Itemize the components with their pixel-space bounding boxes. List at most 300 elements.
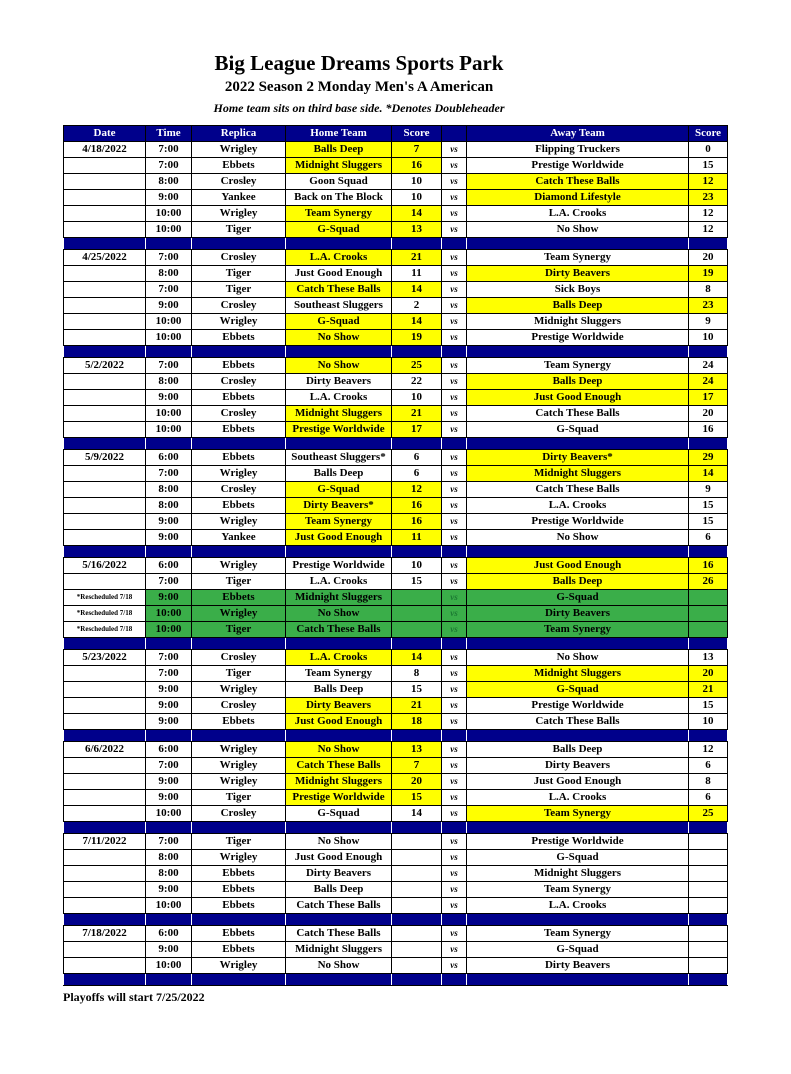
- separator-cell: [392, 913, 442, 925]
- separator-cell: [442, 637, 467, 649]
- time-cell: 10:00: [146, 605, 192, 621]
- home-score-cell: 14: [392, 313, 442, 329]
- away-score-cell: 15: [689, 157, 728, 173]
- home-score-cell: 2: [392, 297, 442, 313]
- separator-cell: [192, 637, 286, 649]
- date-cell: [64, 497, 146, 513]
- separator-cell: [286, 437, 392, 449]
- vs-cell: vs: [442, 897, 467, 913]
- home-score-cell: [392, 849, 442, 865]
- separator-cell: [392, 821, 442, 833]
- home-team-cell: Goon Squad: [286, 173, 392, 189]
- separator-cell: [689, 729, 728, 741]
- home-score-cell: 21: [392, 405, 442, 421]
- game-row: [64, 205, 728, 221]
- separator-row: [64, 637, 728, 649]
- separator-cell: [286, 545, 392, 557]
- separator-row: [64, 729, 728, 741]
- separator-cell: [689, 821, 728, 833]
- separator-cell: [442, 821, 467, 833]
- replica-cell: Wrigley: [192, 757, 286, 773]
- away-team-cell: G-Squad: [467, 849, 689, 865]
- separator-cell: [467, 729, 689, 741]
- home-team-cell: Catch These Balls: [286, 757, 392, 773]
- home-team-cell: Prestige Worldwide: [286, 557, 392, 573]
- replica-cell: Ebbets: [192, 589, 286, 605]
- vs-cell: vs: [442, 249, 467, 265]
- away-score-cell: 15: [689, 513, 728, 529]
- date-cell: [64, 465, 146, 481]
- vs-cell: vs: [442, 313, 467, 329]
- home-score-cell: 16: [392, 513, 442, 529]
- home-score-cell: [392, 897, 442, 913]
- replica-cell: Crosley: [192, 173, 286, 189]
- vs-cell: vs: [442, 849, 467, 865]
- game-row: [64, 529, 728, 545]
- home-score-cell: 22: [392, 373, 442, 389]
- separator-cell: [689, 637, 728, 649]
- game-row: [64, 849, 728, 865]
- game-row: [64, 697, 728, 713]
- away-score-cell: 25: [689, 805, 728, 821]
- home-score-cell: [392, 621, 442, 637]
- vs-cell: vs: [442, 773, 467, 789]
- away-score-cell: 23: [689, 297, 728, 313]
- home-score-cell: [392, 881, 442, 897]
- time-cell: 7:00: [146, 357, 192, 373]
- home-team-cell: Midnight Sluggers: [286, 589, 392, 605]
- vs-cell: vs: [442, 173, 467, 189]
- away-score-cell: 23: [689, 189, 728, 205]
- home-team-cell: Prestige Worldwide: [286, 421, 392, 437]
- date-cell: [64, 941, 146, 957]
- vs-cell: vs: [442, 865, 467, 881]
- separator-row: [64, 545, 728, 557]
- away-team-cell: L.A. Crooks: [467, 497, 689, 513]
- separator-cell: [192, 729, 286, 741]
- away-score-cell: 0: [689, 141, 728, 157]
- home-team-cell: Balls Deep: [286, 141, 392, 157]
- away-team-cell: Team Synergy: [467, 621, 689, 637]
- time-cell: 9:00: [146, 697, 192, 713]
- home-team-cell: No Show: [286, 741, 392, 757]
- separator-cell: [64, 345, 146, 357]
- vs-cell: vs: [442, 713, 467, 729]
- time-cell: 7:00: [146, 649, 192, 665]
- separator-cell: [286, 913, 392, 925]
- away-team-cell: Midnight Sluggers: [467, 865, 689, 881]
- separator-cell: [392, 637, 442, 649]
- away-team-cell: Team Synergy: [467, 881, 689, 897]
- game-row: [64, 833, 728, 849]
- date-cell: 5/2/2022: [64, 357, 146, 373]
- page-headings: [63, 50, 655, 118]
- away-team-cell: Team Synergy: [467, 249, 689, 265]
- home-team-cell: No Show: [286, 957, 392, 973]
- away-score-cell: [689, 941, 728, 957]
- separator-cell: [192, 973, 286, 985]
- separator-cell: [192, 345, 286, 357]
- away-score-cell: 10: [689, 329, 728, 345]
- away-team-cell: Just Good Enough: [467, 389, 689, 405]
- home-score-cell: 25: [392, 357, 442, 373]
- game-row: [64, 449, 728, 465]
- vs-cell: vs: [442, 405, 467, 421]
- away-score-cell: 8: [689, 773, 728, 789]
- away-score-cell: [689, 605, 728, 621]
- separator-cell: [286, 345, 392, 357]
- away-team-cell: No Show: [467, 649, 689, 665]
- date-cell: [64, 665, 146, 681]
- home-team-cell: Dirty Beavers*: [286, 497, 392, 513]
- away-team-cell: Prestige Worldwide: [467, 513, 689, 529]
- replica-cell: Wrigley: [192, 465, 286, 481]
- time-cell: 9:00: [146, 681, 192, 697]
- date-cell: 6/6/2022: [64, 741, 146, 757]
- replica-cell: Tiger: [192, 833, 286, 849]
- away-team-cell: Midnight Sluggers: [467, 665, 689, 681]
- game-row: [64, 573, 728, 589]
- game-row: [64, 389, 728, 405]
- away-score-cell: 17: [689, 389, 728, 405]
- replica-cell: Yankee: [192, 529, 286, 545]
- date-cell: [64, 297, 146, 313]
- separator-cell: [467, 637, 689, 649]
- home-team-cell: G-Squad: [286, 481, 392, 497]
- game-row: [64, 957, 728, 973]
- date-cell: [64, 173, 146, 189]
- col-header-home-score: Score: [392, 125, 442, 141]
- home-team-cell: Back on The Block: [286, 189, 392, 205]
- vs-cell: vs: [442, 757, 467, 773]
- home-score-cell: 12: [392, 481, 442, 497]
- date-cell: 5/23/2022: [64, 649, 146, 665]
- away-score-cell: 16: [689, 421, 728, 437]
- vs-cell: vs: [442, 649, 467, 665]
- home-score-cell: 15: [392, 789, 442, 805]
- away-score-cell: [689, 957, 728, 973]
- separator-cell: [64, 637, 146, 649]
- separator-cell: [286, 637, 392, 649]
- away-team-cell: Sick Boys: [467, 281, 689, 297]
- away-score-cell: 6: [689, 757, 728, 773]
- replica-cell: Tiger: [192, 665, 286, 681]
- separator-cell: [64, 973, 146, 985]
- home-score-cell: 11: [392, 529, 442, 545]
- away-team-cell: Catch These Balls: [467, 713, 689, 729]
- date-cell: 4/18/2022: [64, 141, 146, 157]
- schedule-table-head: [64, 125, 728, 141]
- time-cell: 8:00: [146, 481, 192, 497]
- separator-cell: [392, 437, 442, 449]
- time-cell: 10:00: [146, 897, 192, 913]
- away-score-cell: [689, 621, 728, 637]
- vs-cell: vs: [442, 589, 467, 605]
- away-team-cell: L.A. Crooks: [467, 789, 689, 805]
- time-cell: 10:00: [146, 205, 192, 221]
- game-row: [64, 313, 728, 329]
- separator-row: [64, 973, 728, 985]
- separator-row: [64, 237, 728, 249]
- vs-cell: vs: [442, 157, 467, 173]
- time-cell: 6:00: [146, 449, 192, 465]
- home-score-cell: 16: [392, 157, 442, 173]
- home-team-cell: Southeast Sluggers*: [286, 449, 392, 465]
- home-score-cell: 14: [392, 805, 442, 821]
- away-team-cell: Midnight Sluggers: [467, 465, 689, 481]
- separator-cell: [689, 237, 728, 249]
- home-score-cell: [392, 957, 442, 973]
- vs-cell: vs: [442, 221, 467, 237]
- vs-cell: vs: [442, 833, 467, 849]
- time-cell: 7:00: [146, 573, 192, 589]
- footer-note: Playoffs will start 7/25/2022: [63, 989, 205, 1004]
- home-score-cell: 21: [392, 249, 442, 265]
- vs-cell: vs: [442, 957, 467, 973]
- away-score-cell: [689, 589, 728, 605]
- away-team-cell: Dirty Beavers: [467, 605, 689, 621]
- separator-cell: [64, 237, 146, 249]
- date-cell: [64, 805, 146, 821]
- replica-cell: Ebbets: [192, 157, 286, 173]
- separator-cell: [146, 729, 192, 741]
- home-score-cell: 15: [392, 681, 442, 697]
- date-cell: [64, 205, 146, 221]
- home-score-cell: 16: [392, 497, 442, 513]
- home-score-cell: 11: [392, 265, 442, 281]
- page-subtitle: 2022 Season 2 Monday Men's A American: [224, 79, 494, 96]
- replica-cell: Wrigley: [192, 773, 286, 789]
- home-score-cell: 8: [392, 665, 442, 681]
- separator-cell: [286, 729, 392, 741]
- home-score-cell: [392, 925, 442, 941]
- separator-row: [64, 437, 728, 449]
- home-team-cell: Catch These Balls: [286, 897, 392, 913]
- home-team-cell: No Show: [286, 833, 392, 849]
- game-row: [64, 925, 728, 941]
- time-cell: 10:00: [146, 957, 192, 973]
- replica-cell: Tiger: [192, 789, 286, 805]
- replica-cell: Crosley: [192, 697, 286, 713]
- away-team-cell: Prestige Worldwide: [467, 329, 689, 345]
- replica-cell: Tiger: [192, 573, 286, 589]
- home-team-cell: No Show: [286, 357, 392, 373]
- date-cell: [64, 421, 146, 437]
- separator-cell: [146, 973, 192, 985]
- time-cell: 10:00: [146, 405, 192, 421]
- separator-cell: [64, 821, 146, 833]
- away-score-cell: 9: [689, 481, 728, 497]
- separator-cell: [146, 637, 192, 649]
- home-team-cell: L.A. Crooks: [286, 573, 392, 589]
- away-score-cell: [689, 925, 728, 941]
- vs-cell: vs: [442, 557, 467, 573]
- date-cell: 5/16/2022: [64, 557, 146, 573]
- time-cell: 10:00: [146, 313, 192, 329]
- away-score-cell: 26: [689, 573, 728, 589]
- game-row: [64, 221, 728, 237]
- home-team-cell: Just Good Enough: [286, 265, 392, 281]
- time-cell: 7:00: [146, 281, 192, 297]
- away-team-cell: Catch These Balls: [467, 173, 689, 189]
- separator-cell: [467, 545, 689, 557]
- replica-cell: Ebbets: [192, 897, 286, 913]
- time-cell: 8:00: [146, 865, 192, 881]
- time-cell: 9:00: [146, 789, 192, 805]
- separator-cell: [286, 973, 392, 985]
- separator-cell: [192, 237, 286, 249]
- game-row: [64, 773, 728, 789]
- away-score-cell: 29: [689, 449, 728, 465]
- date-cell: [64, 773, 146, 789]
- replica-cell: Wrigley: [192, 313, 286, 329]
- away-team-cell: Dirty Beavers: [467, 957, 689, 973]
- separator-cell: [442, 729, 467, 741]
- away-score-cell: [689, 865, 728, 881]
- separator-cell: [192, 821, 286, 833]
- time-cell: 7:00: [146, 249, 192, 265]
- replica-cell: Crosley: [192, 805, 286, 821]
- game-row: [64, 405, 728, 421]
- time-cell: 7:00: [146, 833, 192, 849]
- home-score-cell: [392, 833, 442, 849]
- time-cell: 10:00: [146, 621, 192, 637]
- away-score-cell: 6: [689, 529, 728, 545]
- vs-cell: vs: [442, 573, 467, 589]
- vs-cell: vs: [442, 681, 467, 697]
- away-team-cell: Catch These Balls: [467, 405, 689, 421]
- home-score-cell: 10: [392, 189, 442, 205]
- away-team-cell: No Show: [467, 529, 689, 545]
- separator-cell: [689, 913, 728, 925]
- replica-cell: Crosley: [192, 481, 286, 497]
- home-score-cell: 14: [392, 649, 442, 665]
- away-team-cell: Balls Deep: [467, 741, 689, 757]
- game-row: [64, 881, 728, 897]
- game-row: [64, 805, 728, 821]
- separator-cell: [689, 345, 728, 357]
- time-cell: 9:00: [146, 297, 192, 313]
- time-cell: 8:00: [146, 849, 192, 865]
- separator-cell: [442, 345, 467, 357]
- date-cell: [64, 681, 146, 697]
- game-row: [64, 621, 728, 637]
- time-cell: 8:00: [146, 497, 192, 513]
- home-team-cell: G-Squad: [286, 313, 392, 329]
- vs-cell: vs: [442, 357, 467, 373]
- game-row: [64, 141, 728, 157]
- game-row: [64, 173, 728, 189]
- home-team-cell: Southeast Sluggers: [286, 297, 392, 313]
- vs-cell: vs: [442, 529, 467, 545]
- home-score-cell: 6: [392, 465, 442, 481]
- date-cell: [64, 849, 146, 865]
- away-score-cell: [689, 881, 728, 897]
- time-cell: 6:00: [146, 741, 192, 757]
- game-row: [64, 157, 728, 173]
- date-cell: [64, 529, 146, 545]
- separator-cell: [146, 545, 192, 557]
- date-cell: [64, 157, 146, 173]
- game-row: [64, 665, 728, 681]
- vs-cell: vs: [442, 789, 467, 805]
- time-cell: 9:00: [146, 529, 192, 545]
- home-team-cell: Just Good Enough: [286, 529, 392, 545]
- separator-cell: [192, 437, 286, 449]
- time-cell: 9:00: [146, 513, 192, 529]
- game-row: [64, 189, 728, 205]
- separator-cell: [442, 973, 467, 985]
- away-team-cell: G-Squad: [467, 589, 689, 605]
- time-cell: 6:00: [146, 557, 192, 573]
- home-team-cell: No Show: [286, 605, 392, 621]
- away-score-cell: 20: [689, 405, 728, 421]
- date-cell: [64, 881, 146, 897]
- replica-cell: Crosley: [192, 249, 286, 265]
- time-cell: 10:00: [146, 421, 192, 437]
- separator-cell: [192, 913, 286, 925]
- vs-cell: vs: [442, 665, 467, 681]
- away-score-cell: 10: [689, 713, 728, 729]
- date-cell: [64, 389, 146, 405]
- home-score-cell: [392, 941, 442, 957]
- time-cell: 8:00: [146, 173, 192, 189]
- replica-cell: Wrigley: [192, 849, 286, 865]
- away-team-cell: L.A. Crooks: [467, 897, 689, 913]
- separator-cell: [392, 345, 442, 357]
- home-score-cell: 14: [392, 205, 442, 221]
- home-score-cell: 6: [392, 449, 442, 465]
- replica-cell: Crosley: [192, 297, 286, 313]
- separator-cell: [146, 913, 192, 925]
- game-row: [64, 941, 728, 957]
- replica-cell: Ebbets: [192, 925, 286, 941]
- time-cell: 8:00: [146, 373, 192, 389]
- home-team-cell: Just Good Enough: [286, 713, 392, 729]
- home-team-cell: Prestige Worldwide: [286, 789, 392, 805]
- time-cell: 7:00: [146, 465, 192, 481]
- separator-cell: [286, 821, 392, 833]
- game-row: [64, 713, 728, 729]
- date-cell: [64, 265, 146, 281]
- replica-cell: Wrigley: [192, 605, 286, 621]
- away-score-cell: 9: [689, 313, 728, 329]
- home-team-cell: Catch These Balls: [286, 281, 392, 297]
- away-team-cell: Balls Deep: [467, 373, 689, 389]
- separator-cell: [392, 237, 442, 249]
- away-team-cell: Prestige Worldwide: [467, 157, 689, 173]
- game-row: [64, 465, 728, 481]
- vs-cell: vs: [442, 465, 467, 481]
- away-score-cell: 19: [689, 265, 728, 281]
- vs-cell: vs: [442, 265, 467, 281]
- home-score-cell: 7: [392, 757, 442, 773]
- time-cell: 7:00: [146, 665, 192, 681]
- home-score-cell: 17: [392, 421, 442, 437]
- date-cell: 4/25/2022: [64, 249, 146, 265]
- away-score-cell: 20: [689, 665, 728, 681]
- game-row: [64, 681, 728, 697]
- separator-cell: [689, 437, 728, 449]
- separator-cell: [286, 237, 392, 249]
- away-team-cell: G-Squad: [467, 421, 689, 437]
- home-team-cell: Dirty Beavers: [286, 697, 392, 713]
- separator-cell: [392, 973, 442, 985]
- away-team-cell: Prestige Worldwide: [467, 833, 689, 849]
- vs-cell: vs: [442, 513, 467, 529]
- game-row: [64, 865, 728, 881]
- replica-cell: Wrigley: [192, 957, 286, 973]
